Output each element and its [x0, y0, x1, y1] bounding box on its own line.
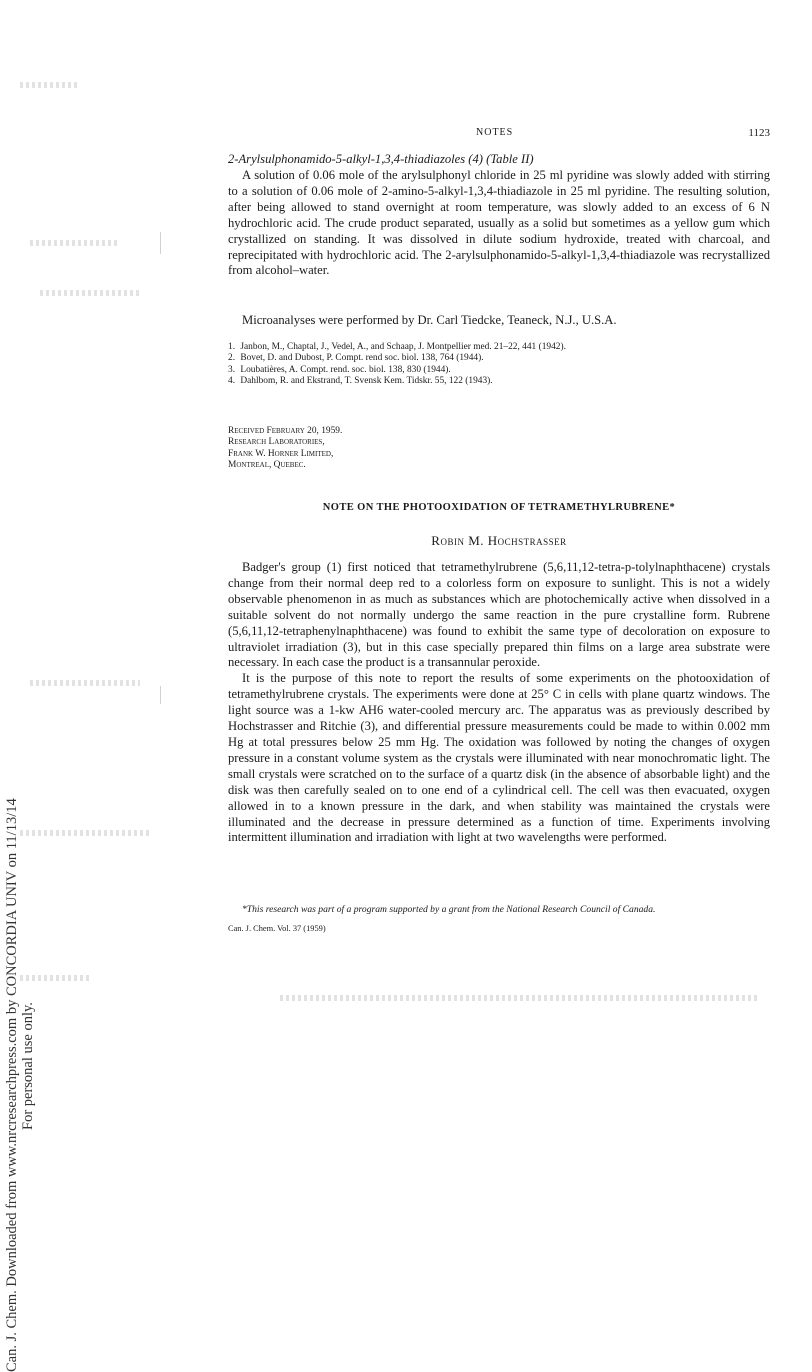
scan-artifact	[20, 82, 80, 88]
reference-list	[228, 342, 770, 388]
page-number: 1123	[748, 127, 770, 139]
section-heading-compound: 2-Arylsulphonamido-5-alkyl-1,3,4-thiadiazoles (4)	[228, 152, 483, 166]
body-paragraph: It is the purpose of this note to report the results of some experiments on the photooxidation of tetramethylrubrene crystals. The experiments were done at 25° C in cells with plane quartz windows. The light source was a 1-kw AH6 water-cooled mercury arc. The apparatus was as previously described by Hochstrasser and Ritchie (3), and differential pressure measurements could be made to within 0.002 mm Hg at total pressures below 25 mm Hg. The oxidation was followed by noting the changes of oxygen pressure in a constant volume system as the crystals were illuminated with near monochromatic light. The small crystals were scratched on to the surface of a quartz disk (in the absence of absorbable light) and the disk was then carefully sealed on to one end of a cylindrical cell. The cell was then evacuated, oxygen allowed in to a known pressure in the dark, and when stability was maintained the crystals were illuminated and the decrease in pressure determined as a function of time. Experiments involving intermittent illumination and irradiation with light at two wavelengths were performed.	[228, 671, 770, 845]
reference-item: 3. Loubatières, A. Compt. rend. soc. biol. 138, 830 (1944).	[228, 364, 451, 375]
received-date: Received February 20, 1959.	[228, 426, 343, 436]
reference-item: 4. Dahlbom, R. and Ekstrand, T. Svensk Kem. Tidskr. 55, 122 (1943).	[228, 376, 493, 387]
reference-item: 1. Janbon, M., Chaptal, J., Vedel, A., and Schaap, J. Montpellier med. 21–22, 441 (1942).	[228, 342, 566, 352]
download-watermark	[4, 320, 36, 1372]
scan-artifact	[20, 975, 90, 981]
reference-item: 2. Bovet, D. and Dubost, P. Compt. rend soc. biol. 138, 764 (1944).	[228, 353, 484, 364]
margin-rule	[160, 686, 161, 704]
section-heading	[228, 152, 770, 168]
body-paragraph: Badger's group (1) first noticed that tetramethylrubrene (5,6,11,12-tetra-p-tolylnaphthacene) crystals change from their normal deep red to a colorless form on exposure to sunlight. This is not a widely observable phenomenon in as much as substances which are photochemically active when dissolved in a suitable solvent do not normally undergo the same reaction in the pure crystalline form. Rubrene (5,6,11,12-tetraphenylnaphthacene) was found to exhibit the same type of decoloration on exposure to ultraviolet irradiation (3), but in this case specially prepared thin films on a large area substrate were necessary. In each case the product is a transannular peroxide.	[228, 560, 770, 670]
scan-artifact	[20, 830, 150, 836]
journal-citation: Can. J. Chem. Vol. 37 (1959)	[228, 924, 326, 933]
received-block	[228, 426, 528, 472]
scan-artifact	[40, 290, 140, 296]
watermark-line-2: For personal use only.	[20, 1002, 36, 1130]
article-author: Robin M. Hochstrasser	[431, 533, 567, 548]
footnote: *This research was part of a program supported by a grant from the National Research Council of Canada.	[242, 904, 656, 915]
section1-paragraph: A solution of 0.06 mole of the arylsulphonyl chloride in 25 ml pyridine was slowly added with stirring to a solution of 0.06 mole of 2-amino-5-alkyl-1,3,4-thiadiazole in 25 ml pyridine. The resulting solution, after being allowed to stand overnight at room temperature, was slowly added to an excess of 6 N hydrochloric acid. The crude product separated, usually as a solid but sometimes as a yellow gum which crystallized on standing. It was dissolved in dilute sodium hydroxide, treated with charcoal, and reprecipitated with hydrochloric acid. The 2-arylsulphonamido-5-alkyl-1,3,4-thiadiazole was recrystallized from alcohol–water.	[228, 168, 770, 278]
affiliation-line: Research Laboratories,	[228, 437, 325, 448]
article-title: NOTE ON THE PHOTOOXIDATION OF TETRAMETHYLRUBRENE*	[322, 502, 676, 513]
running-head-label: NOTES	[476, 127, 514, 138]
scan-artifact	[30, 240, 120, 246]
margin-rule	[160, 232, 161, 254]
watermark-line-1: Can. J. Chem. Downloaded from www.nrcresearchpress.com by CONCORDIA UNIV on 11/13/14	[4, 798, 20, 1372]
affiliation-line: Frank W. Horner Limited,	[228, 448, 334, 459]
acknowledgement: Microanalyses were performed by Dr. Carl Tiedcke, Teaneck, N.J., U.S.A.	[242, 313, 617, 327]
section2-body	[228, 560, 770, 846]
section-heading-table: (Table II)	[486, 152, 534, 166]
running-head	[228, 127, 770, 141]
section1-body	[228, 168, 770, 279]
scan-artifact	[30, 680, 140, 686]
affiliation-line: Montreal, Quebec.	[228, 460, 306, 471]
scan-artifact	[280, 995, 760, 1001]
